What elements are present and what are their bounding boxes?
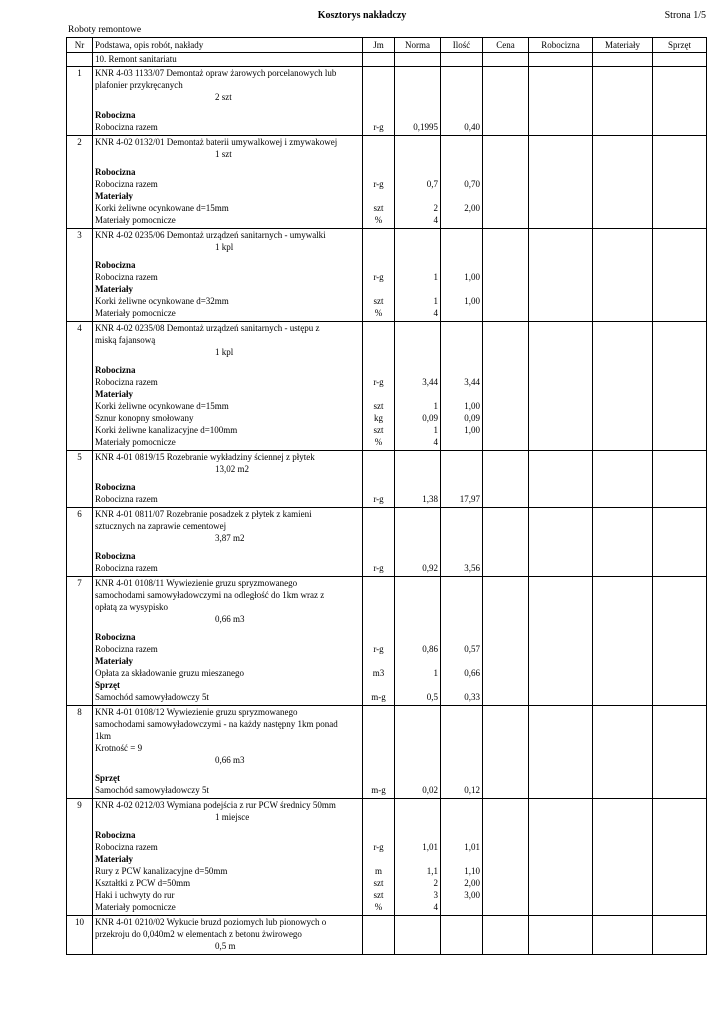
item-labour-cost: [529, 916, 593, 955]
resource-quantity: [443, 110, 480, 122]
resource-name: Robocizna razem: [95, 842, 158, 852]
item-labour-cost: [529, 322, 593, 451]
resource-unit: szt: [373, 425, 384, 435]
resource-norm: [397, 632, 438, 644]
table-header-row: [67, 38, 707, 53]
resource-quantity: [443, 830, 480, 842]
col-header-unit: Jm: [363, 38, 395, 53]
resource-quantity: [443, 167, 480, 179]
resource-norm: 1: [433, 425, 438, 435]
item-material-cost: [593, 916, 653, 955]
resource-unit: %: [374, 437, 383, 447]
item-price: [483, 799, 529, 916]
item-description: [93, 67, 363, 136]
resource-quantity: [443, 437, 480, 449]
item-labour-cost: [529, 136, 593, 229]
col-header-nr: Nr: [67, 38, 93, 53]
resource-quantity: [443, 365, 480, 377]
item-measure: 0,5 m: [215, 941, 236, 951]
item-equipment-cost: [653, 577, 707, 706]
resource-unit: szt: [373, 296, 384, 306]
item-material-cost: [593, 322, 653, 451]
estimate-item-row: [67, 322, 707, 451]
resource-unit: [365, 551, 392, 563]
resource-unit: [365, 632, 392, 644]
resource-norm: [397, 284, 438, 296]
resource-norm: [397, 656, 438, 668]
resource-quantity: [443, 902, 480, 914]
resource-unit: m-g: [371, 692, 386, 702]
resource-unit: kg: [374, 413, 383, 423]
item-measure: 0,66 m3: [215, 755, 245, 765]
resource-name: Samochód samowyładowczy 5t: [95, 785, 209, 795]
resource-norm: [397, 680, 438, 692]
resource-unit: [365, 284, 392, 296]
item-description: [93, 799, 363, 916]
resource-norm: 3,44: [422, 377, 438, 387]
resource-norm: 2: [433, 878, 438, 888]
resource-unit: [365, 191, 392, 203]
col-header-materials: Materiały: [593, 38, 653, 53]
item-norm: [395, 451, 441, 508]
item-norm: [395, 322, 441, 451]
item-equipment-cost: [653, 451, 707, 508]
resource-quantity: 1,00: [464, 272, 480, 282]
resource-quantity: 0,70: [464, 179, 480, 189]
resource-unit: r-g: [373, 179, 384, 189]
item-norm: [395, 706, 441, 799]
item-number: 4: [67, 322, 93, 451]
resource-norm: [397, 365, 438, 377]
item-basis-text: KNR 4-02 0212/03 Wymiana podejścia z rur PCW średnicy 50mm: [95, 800, 336, 810]
resource-quantity: [443, 773, 480, 785]
resource-norm: 0,09: [422, 413, 438, 423]
item-equipment-cost: [653, 136, 707, 229]
item-price: [483, 229, 529, 322]
resource-quantity: 1,00: [464, 401, 480, 411]
resource-quantity: [443, 389, 480, 401]
item-norm: [395, 799, 441, 916]
estimate-item-row: [67, 229, 707, 322]
resource-unit: [365, 656, 392, 668]
resource-quantity: 0,57: [464, 644, 480, 654]
resource-group-label: Sprzęt: [95, 773, 120, 783]
resource-name: Kształtki z PCW d=50mm: [95, 878, 191, 888]
col-header-equipment: Sprzęt: [653, 38, 707, 53]
item-quantity: [441, 577, 483, 706]
item-unit: [363, 229, 395, 322]
item-basis-text: KNR 4-02 0235/08 Demontaż urządzeń sanitarnych - ustępu z: [95, 323, 320, 333]
resource-norm: [397, 482, 438, 494]
item-quantity: [441, 508, 483, 577]
item-measure: 13,02 m2: [215, 464, 250, 474]
resource-unit: [365, 830, 392, 842]
resource-norm: 1,38: [422, 494, 438, 504]
resource-quantity: 0,12: [464, 785, 480, 795]
resource-norm: 4: [433, 308, 438, 318]
resource-norm: 1,1: [426, 866, 438, 876]
item-number: 3: [67, 229, 93, 322]
item-unit: [363, 322, 395, 451]
resource-name: Robocizna razem: [95, 122, 158, 132]
resource-quantity: 2,00: [464, 878, 480, 888]
section-row: [67, 53, 707, 67]
item-quantity: [441, 229, 483, 322]
item-basis-text: sztucznych na zaprawie cementowej: [95, 521, 227, 531]
item-basis-text: samochodami samowyładowczymi na odległość do 1km wraz z: [95, 590, 325, 600]
resource-group-label: Robocizna: [95, 632, 136, 642]
item-material-cost: [593, 799, 653, 916]
item-measure: 0,66 m3: [215, 614, 245, 624]
item-labour-cost: [529, 229, 593, 322]
resource-quantity: 0,40: [464, 122, 480, 132]
resource-unit: %: [374, 308, 383, 318]
item-number: 8: [67, 706, 93, 799]
resource-quantity: 3,00: [464, 890, 480, 900]
item-norm: [395, 136, 441, 229]
col-header-norm: Norma: [395, 38, 441, 53]
resource-group-label: Sprzęt: [95, 680, 120, 690]
resource-name: Materiały pomocnicze: [95, 902, 176, 912]
resource-name: Opłata za składowanie gruzu mieszanego: [95, 668, 244, 678]
item-measure: 1 kpl: [215, 242, 234, 252]
col-header-price: Cena: [483, 38, 529, 53]
resource-quantity: 3,56: [464, 563, 480, 573]
item-basis-text: 1km: [95, 731, 112, 741]
item-quantity: [441, 322, 483, 451]
item-number: 1: [67, 67, 93, 136]
item-equipment-cost: [653, 229, 707, 322]
resource-group-label: Robocizna: [95, 482, 136, 492]
item-equipment-cost: [653, 706, 707, 799]
resource-quantity: 1,10: [464, 866, 480, 876]
estimate-item-row: [67, 67, 707, 136]
item-material-cost: [593, 229, 653, 322]
resource-norm: 3: [433, 890, 438, 900]
item-measure: 2 szt: [215, 92, 232, 102]
resource-quantity: 1,01: [464, 842, 480, 852]
item-number: 9: [67, 799, 93, 916]
resource-quantity: 3,44: [464, 377, 480, 387]
item-basis-text: opłatą za wysypisko: [95, 602, 168, 612]
item-basis-text: KNR 4-03 1133/07 Demontaż opraw żarowych porcelanowych lub: [95, 68, 337, 78]
item-basis-text: KNR 4-02 0235/06 Demontaż urządzeń sanitarnych - umywalki: [95, 230, 326, 240]
item-equipment-cost: [653, 799, 707, 916]
resource-unit: r-g: [373, 377, 384, 387]
resource-quantity: [443, 680, 480, 692]
estimate-item-row: [67, 916, 707, 955]
item-basis-text: KNR 4-01 0210/02 Wykucie bruzd poziomych lub pionowych o: [95, 917, 327, 927]
item-price: [483, 322, 529, 451]
resource-norm: 4: [433, 902, 438, 912]
item-description: [93, 136, 363, 229]
resource-unit: [365, 167, 392, 179]
item-description: [93, 508, 363, 577]
item-measure: 3,87 m2: [215, 533, 245, 543]
resource-unit: r-g: [373, 563, 384, 573]
resource-norm: 0,86: [422, 644, 438, 654]
resource-quantity: [443, 284, 480, 296]
item-quantity: [441, 136, 483, 229]
resource-unit: r-g: [373, 272, 384, 282]
resource-name: Robocizna razem: [95, 563, 158, 573]
resource-name: Robocizna razem: [95, 179, 158, 189]
resource-unit: [365, 110, 392, 122]
resource-norm: [397, 167, 438, 179]
item-price: [483, 508, 529, 577]
col-header-quantity: Ilość: [441, 38, 483, 53]
estimate-item-row: [67, 508, 707, 577]
estimate-item-row: [67, 799, 707, 916]
resource-norm: [397, 191, 438, 203]
item-unit: [363, 799, 395, 916]
estimate-table: [66, 37, 707, 955]
item-measure: 1 miejsce: [215, 812, 250, 822]
item-number: 2: [67, 136, 93, 229]
resource-norm: 1: [433, 296, 438, 306]
estimate-sheet: [66, 37, 706, 955]
resource-name: Materiały pomocnicze: [95, 308, 176, 318]
item-norm: [395, 916, 441, 955]
resource-quantity: [443, 656, 480, 668]
resource-unit: [365, 854, 392, 866]
item-number: 7: [67, 577, 93, 706]
item-unit: [363, 916, 395, 955]
item-number: 5: [67, 451, 93, 508]
item-material-cost: [593, 706, 653, 799]
item-basis-text: KNR 4-01 0819/15 Rozebranie wykładziny ściennej z płytek: [95, 452, 315, 462]
item-basis-text: KNR 4-01 0108/12 Wywiezienie gruzu spryzmowanego: [95, 707, 298, 717]
resource-unit: r-g: [373, 494, 384, 504]
resource-quantity: 0,66: [464, 668, 480, 678]
item-price: [483, 451, 529, 508]
resource-quantity: [443, 482, 480, 494]
resource-unit: [365, 680, 392, 692]
resource-name: Korki żeliwne kanalizacyjne d=100mm: [95, 425, 238, 435]
resource-group-label: Robocizna: [95, 167, 136, 177]
item-description: [93, 322, 363, 451]
item-unit: [363, 451, 395, 508]
item-basis-text: samochodami samowyładowczymi - na każdy następny 1km ponad: [95, 719, 338, 729]
resource-norm: 0,92: [422, 563, 438, 573]
resource-quantity: [443, 260, 480, 272]
resource-name: Robocizna razem: [95, 644, 158, 654]
resource-name: Rury z PCW kanalizacyjne d=50mm: [95, 866, 228, 876]
resource-group-label: Materiały: [95, 191, 133, 201]
resource-norm: 0,7: [426, 179, 438, 189]
item-norm: [395, 67, 441, 136]
item-material-cost: [593, 577, 653, 706]
item-basis-text: miską fajansową: [95, 335, 156, 345]
resource-name: Robocizna razem: [95, 377, 158, 387]
document-title: Kosztorys nakładczy: [317, 10, 407, 21]
resource-name: Korki żeliwne ocynkowane d=15mm: [95, 401, 229, 411]
item-description: [93, 577, 363, 706]
resource-name: Haki i uchwyty do rur: [95, 890, 175, 900]
resource-quantity: [443, 191, 480, 203]
resource-unit: m-g: [371, 785, 386, 795]
item-description: [93, 229, 363, 322]
item-basis-text: Krotność = 9: [95, 743, 143, 753]
resource-group-label: Robocizna: [95, 110, 136, 120]
resource-name: Korki żeliwne ocynkowane d=32mm: [95, 296, 229, 306]
resource-quantity: [443, 632, 480, 644]
estimate-item-row: [67, 706, 707, 799]
item-equipment-cost: [653, 916, 707, 955]
resource-norm: 4: [433, 215, 438, 225]
estimate-item-row: [67, 451, 707, 508]
item-norm: [395, 508, 441, 577]
item-basis-text: przekroju do 0,040m2 w elementach z betonu żwirowego: [95, 929, 302, 939]
item-labour-cost: [529, 706, 593, 799]
estimate-item-row: [67, 577, 707, 706]
section-title: 10. Remont sanitariatu: [93, 53, 363, 67]
item-price: [483, 136, 529, 229]
resource-norm: 1: [433, 668, 438, 678]
item-unit: [363, 136, 395, 229]
item-labour-cost: [529, 799, 593, 916]
item-quantity: [441, 451, 483, 508]
resource-name: Robocizna razem: [95, 272, 158, 282]
col-header-description: Podstawa, opis robót, nakłady: [93, 38, 363, 53]
item-material-cost: [593, 136, 653, 229]
item-quantity: [441, 67, 483, 136]
resource-name: Materiały pomocnicze: [95, 437, 176, 447]
resource-group-label: Materiały: [95, 656, 133, 666]
item-measure: 1 szt: [215, 149, 232, 159]
item-quantity: [441, 916, 483, 955]
resource-group-label: Materiały: [95, 854, 133, 864]
item-basis-text: KNR 4-02 0132/01 Demontaż baterii umywalkowej i zmywakowej: [95, 137, 338, 147]
item-basis-text: KNR 4-01 0108/11 Wywiezienie gruzu spryzmowanego: [95, 578, 298, 588]
item-description: [93, 706, 363, 799]
resource-group-label: Materiały: [95, 389, 133, 399]
item-norm: [395, 229, 441, 322]
resource-quantity: [443, 308, 480, 320]
resource-quantity: 1,00: [464, 425, 480, 435]
resource-quantity: 1,00: [464, 296, 480, 306]
resource-unit: [365, 260, 392, 272]
resource-quantity: 0,33: [464, 692, 480, 702]
item-labour-cost: [529, 577, 593, 706]
document-subtitle: Roboty remontowe: [68, 25, 142, 35]
resource-group-label: Robocizna: [95, 260, 136, 270]
item-measure: 1 kpl: [215, 347, 234, 357]
resource-name: Materiały pomocnicze: [95, 215, 176, 225]
resource-group-label: Materiały: [95, 284, 133, 294]
item-description: [93, 916, 363, 955]
resource-norm: [397, 854, 438, 866]
resource-unit: szt: [373, 203, 384, 213]
item-equipment-cost: [653, 508, 707, 577]
resource-norm: [397, 110, 438, 122]
resource-unit: r-g: [373, 842, 384, 852]
resource-unit: [365, 389, 392, 401]
item-price: [483, 67, 529, 136]
item-quantity: [441, 799, 483, 916]
resource-name: Sznur konopny smołowany: [95, 413, 194, 423]
item-unit: [363, 508, 395, 577]
item-labour-cost: [529, 67, 593, 136]
item-basis-text: KNR 4-01 0811/07 Rozebranie posadzek z płytek z kamieni: [95, 509, 312, 519]
item-quantity: [441, 706, 483, 799]
resource-unit: %: [374, 215, 383, 225]
resource-unit: [365, 773, 392, 785]
resource-unit: szt: [373, 401, 384, 411]
resource-unit: r-g: [373, 122, 384, 132]
resource-group-label: Robocizna: [95, 830, 136, 840]
item-material-cost: [593, 508, 653, 577]
item-unit: [363, 706, 395, 799]
resource-quantity: [443, 551, 480, 563]
item-price: [483, 706, 529, 799]
resource-norm: 2: [433, 203, 438, 213]
resource-unit: [365, 482, 392, 494]
item-unit: [363, 67, 395, 136]
resource-group-label: Robocizna: [95, 365, 136, 375]
resource-quantity: [443, 854, 480, 866]
col-header-labour: Robocizna: [529, 38, 593, 53]
resource-norm: 0,5: [426, 692, 438, 702]
resource-name: Robocizna razem: [95, 494, 158, 504]
item-labour-cost: [529, 508, 593, 577]
resource-unit: m3: [372, 668, 385, 678]
item-material-cost: [593, 451, 653, 508]
resource-norm: [397, 830, 438, 842]
resource-unit: %: [374, 902, 383, 912]
resource-unit: szt: [373, 890, 384, 900]
item-basis-text: plafonier przykręcanych: [95, 80, 183, 90]
resource-norm: 1,01: [422, 842, 438, 852]
resource-norm: [397, 773, 438, 785]
item-material-cost: [593, 67, 653, 136]
resource-quantity: 2,00: [464, 203, 480, 213]
resource-norm: [397, 551, 438, 563]
resource-norm: [397, 389, 438, 401]
page-number: Strona 1/5: [664, 10, 706, 21]
resource-norm: 0,1995: [413, 122, 438, 132]
item-price: [483, 577, 529, 706]
item-description: [93, 451, 363, 508]
resource-unit: m: [374, 866, 382, 876]
resource-quantity: [443, 215, 480, 227]
resource-group-label: Robocizna: [95, 551, 136, 561]
estimate-item-row: [67, 136, 707, 229]
resource-unit: [365, 365, 392, 377]
resource-quantity: 17,97: [459, 494, 480, 504]
item-price: [483, 916, 529, 955]
item-unit: [363, 577, 395, 706]
item-number: 6: [67, 508, 93, 577]
resource-unit: r-g: [373, 644, 384, 654]
item-equipment-cost: [653, 322, 707, 451]
resource-norm: 0,02: [422, 785, 438, 795]
resource-norm: 1: [433, 272, 438, 282]
resource-name: Korki żeliwne ocynkowane d=15mm: [95, 203, 229, 213]
item-number: 10: [67, 916, 93, 955]
resource-norm: [397, 260, 438, 272]
resource-quantity: 0,09: [464, 413, 480, 423]
item-norm: [395, 577, 441, 706]
resource-unit: szt: [373, 878, 384, 888]
resource-norm: 1: [433, 401, 438, 411]
item-equipment-cost: [653, 67, 707, 136]
resource-name: Samochód samowyładowczy 5t: [95, 692, 209, 702]
item-labour-cost: [529, 451, 593, 508]
resource-norm: 4: [433, 437, 438, 447]
